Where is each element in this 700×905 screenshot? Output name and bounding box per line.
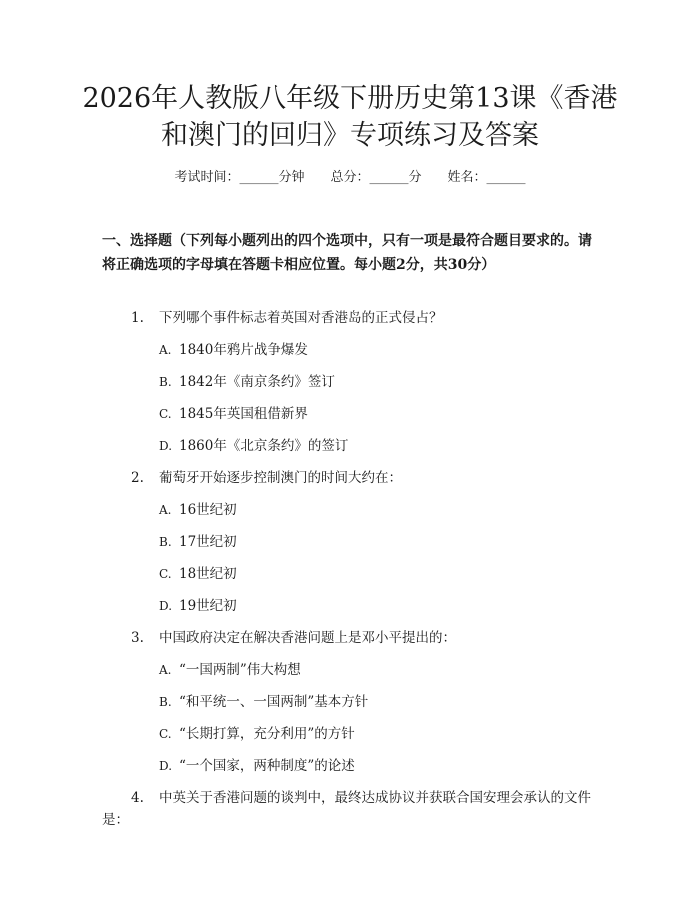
option-text: 19世纪初 — [179, 598, 237, 614]
option-text: “一国两制”伟大构想 — [179, 662, 301, 678]
question-text: 中国政府决定在解决香港问题上是邓小平提出的： — [159, 630, 456, 646]
option-3d — [159, 755, 355, 777]
option-letter: A. — [159, 343, 172, 357]
option-2c — [159, 563, 237, 585]
option-text: 1845年英国租借新界 — [179, 406, 308, 422]
question-text: 中英关于香港问题的谈判中，最终达成协议并获联合国安理会承认的文件是： — [102, 790, 591, 828]
option-letter: C. — [159, 567, 172, 581]
option-1b — [159, 371, 335, 393]
option-3b — [159, 691, 368, 713]
option-text: “长期打算，充分利用”的方针 — [179, 726, 355, 742]
option-text: 1842年《南京条约》签订 — [179, 374, 335, 390]
option-1c — [159, 403, 308, 425]
option-letter: D. — [159, 599, 173, 613]
question-number: 2. — [131, 470, 144, 486]
option-2b — [159, 531, 237, 553]
option-letter: D. — [159, 439, 173, 453]
question-number: 4. — [131, 790, 144, 806]
option-text: “和平统一、一国两制”基本方针 — [179, 694, 369, 710]
option-letter: D. — [159, 759, 173, 773]
option-2a — [159, 499, 237, 521]
document-title: 2026年人教版八年级下册历史第13课《香港和澳门的回归》专项练习及答案 — [82, 83, 618, 151]
option-letter: C. — [159, 407, 172, 421]
option-3a — [159, 659, 301, 681]
question-number: 1. — [131, 310, 144, 326]
section-header: 一、选择题（下列每小题列出的四个选项中，只有一项是最符合题目要求的。请将正确选项的字母填在答题卡相应位置。每小题2分，共30分） — [102, 233, 592, 273]
question-text: 下列哪个事件标志着英国对香港岛的正式侵占？ — [159, 310, 443, 326]
option-letter: A. — [159, 663, 172, 677]
option-text: “一个国家，两种制度”的论述 — [179, 758, 355, 774]
option-text: 1840年鸦片战争爆发 — [179, 342, 308, 358]
option-1a — [159, 339, 308, 361]
question-number: 3. — [131, 630, 144, 646]
question-text: 葡萄牙开始逐步控制澳门的时间大约在： — [159, 470, 402, 486]
option-2d — [159, 595, 237, 617]
option-3c — [159, 723, 355, 745]
option-text: 18世纪初 — [179, 566, 237, 582]
option-letter: B. — [159, 535, 172, 549]
option-text: 1860年《北京条约》的签订 — [179, 438, 349, 454]
option-letter: B. — [159, 695, 172, 709]
option-text: 16世纪初 — [179, 502, 237, 518]
option-text: 17世纪初 — [179, 534, 237, 550]
option-letter: B. — [159, 375, 172, 389]
exam-info: 考试时间：______分钟 总分：______分 姓名：______ — [174, 170, 526, 185]
option-letter: C. — [159, 727, 172, 741]
option-letter: A. — [159, 503, 172, 517]
option-1d — [159, 435, 348, 457]
